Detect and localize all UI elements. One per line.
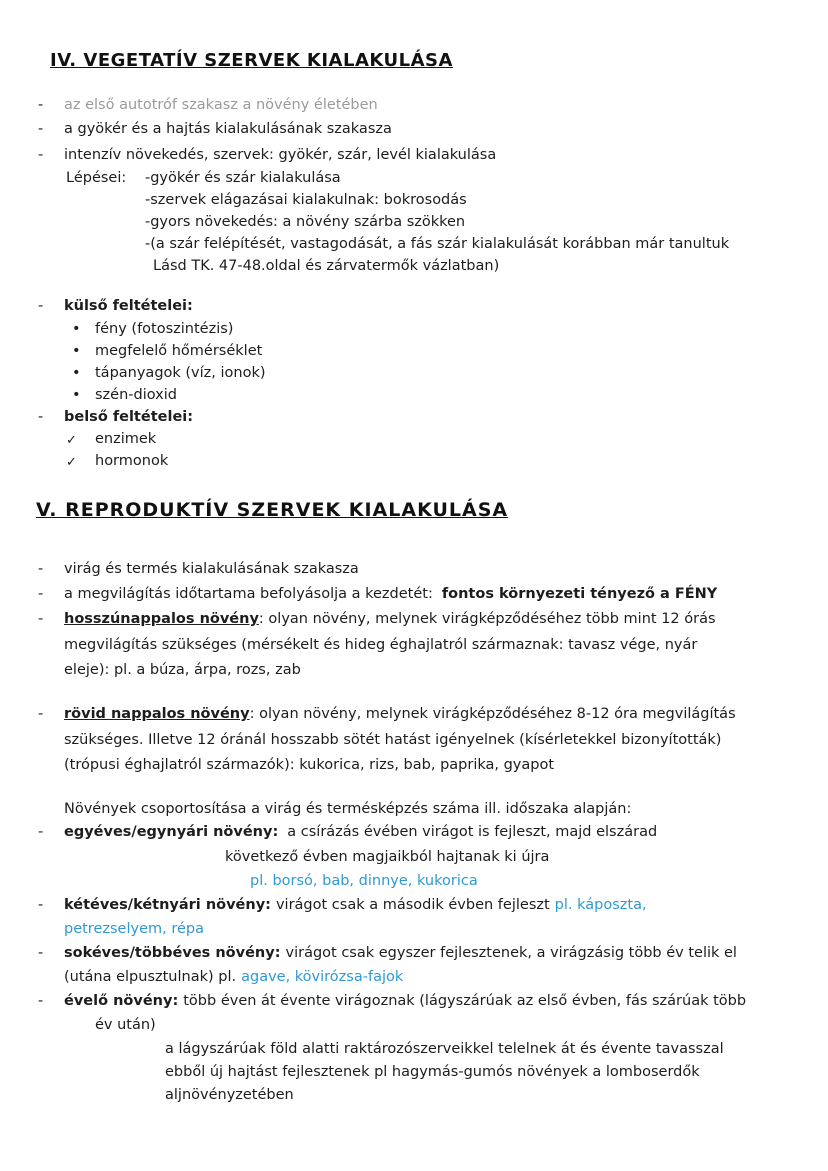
term-sokeves: sokéves/többéves növény: [64, 945, 281, 961]
bullet-icon: • [72, 387, 81, 403]
dash-marker: - [38, 409, 44, 425]
text-line: következő évben magjaikból hajtanak ki újra [225, 849, 550, 865]
item-text: virágot csak a második évben fejleszt [275, 897, 550, 913]
bullet-icon: • [72, 343, 81, 359]
list-item-biennial [64, 897, 647, 914]
check-icon: ✓ [66, 455, 77, 470]
term-keteves: kétéves/kétnyári növény: [64, 897, 271, 913]
term-hosszunappalos: hosszúnappalos növény [64, 611, 259, 627]
example-plants-blue: pl. borsó, bab, dinnye, kukorica [250, 873, 478, 889]
text-line [64, 969, 403, 986]
text-line: megvilágítás szükséges (mérsékelt és hideg éghajlatról származnak: tavasz vége, nyár [64, 637, 698, 653]
external-conditions-label: külső feltételei: [64, 298, 193, 314]
step-line: Lásd TK. 47-48.oldal és zárvatermők vázlatban) [153, 258, 500, 274]
dash-marker: - [38, 147, 44, 163]
step-line: -gyökér és szár kialakulása [145, 170, 341, 186]
text-line: év után) [95, 1017, 156, 1033]
list-item-megvilagitas [64, 586, 717, 603]
item-text: (utána elpusztulnak) pl. [64, 969, 237, 985]
section4-title: IV. VEGETATÍV SZERVEK KIALAKULÁSA [50, 50, 453, 71]
text-line: aljnövényzetében [165, 1087, 294, 1103]
item-text: a csírázás évében virágot is fejleszt, majd elszárad [287, 824, 658, 840]
list-item-annual [64, 824, 657, 841]
dash-marker: - [38, 945, 44, 961]
term-egyeves: egyéves/egynyári növény: [64, 824, 279, 840]
check-icon: ✓ [66, 433, 77, 448]
dash-marker: - [38, 897, 44, 913]
internal-condition: enzimek [95, 431, 157, 447]
step-line: -szervek elágazásai kialakulnak: bokrosodás [145, 192, 467, 208]
section5-title: V. REPRODUKTÍV SZERVEK KIALAKULÁSA [36, 499, 509, 521]
text-line: szükséges. Illetve 12 óránál hosszabb sötét hatást igényelnek (kísérletekkel bizonyították) [64, 732, 722, 748]
step-line: -gyors növekedés: a növény szárba szökken [145, 214, 466, 230]
external-condition: megfelelő hőmérséklet [95, 343, 263, 359]
item-text: virágot csak egyszer fejlesztenek, a virágzásig több év telik el [285, 945, 737, 961]
example-plants-blue: pl. káposzta, [554, 897, 647, 913]
text-line: a lágyszárúak föld alatti raktározószerveikkel telelnek át és évente tavasszal [165, 1041, 724, 1057]
term-rovidnappalos: rövid nappalos növény [64, 706, 250, 722]
text-line: eleje): pl. a búza, árpa, rozs, zab [64, 662, 301, 678]
dash-marker: - [38, 561, 44, 577]
text-line: ebből új hajtást fejlesztenek pl hagymás-gumós növények a lomboserdők [165, 1064, 700, 1080]
dash-marker: - [38, 586, 44, 602]
internal-conditions-label: belső feltételei: [64, 409, 194, 425]
item-text: a megvilágítás időtartama befolyásolja a kezdetét: [64, 586, 433, 602]
light-factor-emphasis: fontos környezeti tényező a FÉNY [441, 586, 718, 602]
item-text: : olyan növény, melynek virágképződéséhez 8-12 óra megvilágítás [249, 706, 736, 722]
list-item-shortday [64, 706, 736, 723]
list-item-gyoker-hajtas: a gyökér és a hajtás kialakulásának szakasza [64, 121, 392, 137]
dash-marker: - [38, 706, 44, 722]
term-evelo: évelő növény: [64, 993, 179, 1009]
external-condition: fény (fotoszintézis) [95, 321, 234, 337]
dash-marker: - [38, 298, 44, 314]
step-line: -(a szár felépítését, vastagodását, a fás szár kialakulását korábban már tanultuk [145, 236, 730, 252]
list-item-perennial [64, 993, 746, 1010]
list-item-virag-termes: virág és termés kialakulásának szakasza [64, 561, 359, 577]
external-condition: tápanyagok (víz, ionok) [95, 365, 266, 381]
item-text: több éven át évente virágoznak (lágyszárúak az első évben, fás szárúak több [183, 993, 747, 1009]
item-text: : olyan növény, melynek virágképződéséhez több mint 12 órás [258, 611, 716, 627]
list-item-autotrof: az első autotróf szakasz a növény életében [64, 97, 378, 113]
dash-marker: - [38, 611, 44, 627]
list-item-polycarpic [64, 945, 737, 962]
bullet-icon: • [72, 365, 81, 381]
list-item-intenziv: intenzív növekedés, szervek: gyökér, szár, levél kialakulása [64, 147, 497, 163]
list-item-longday [64, 611, 716, 628]
dash-marker: - [38, 824, 44, 840]
external-condition: szén-dioxid [95, 387, 177, 403]
grouping-intro: Növények csoportosítása a virág és termésképzés száma ill. időszaka alapján: [64, 801, 632, 817]
example-plants-blue: petrezselyem, répa [64, 921, 204, 937]
text-line: (trópusi éghajlatról származók): kukorica, rizs, bab, paprika, gyapot [64, 757, 555, 773]
example-plants-blue: agave, kövirózsa-fajok [241, 969, 404, 985]
steps-label: Lépései: [66, 170, 127, 186]
bullet-icon: • [72, 321, 81, 337]
dash-marker: - [38, 993, 44, 1009]
internal-condition: hormonok [95, 453, 169, 469]
dash-marker: - [38, 121, 44, 137]
dash-marker: - [38, 97, 44, 113]
